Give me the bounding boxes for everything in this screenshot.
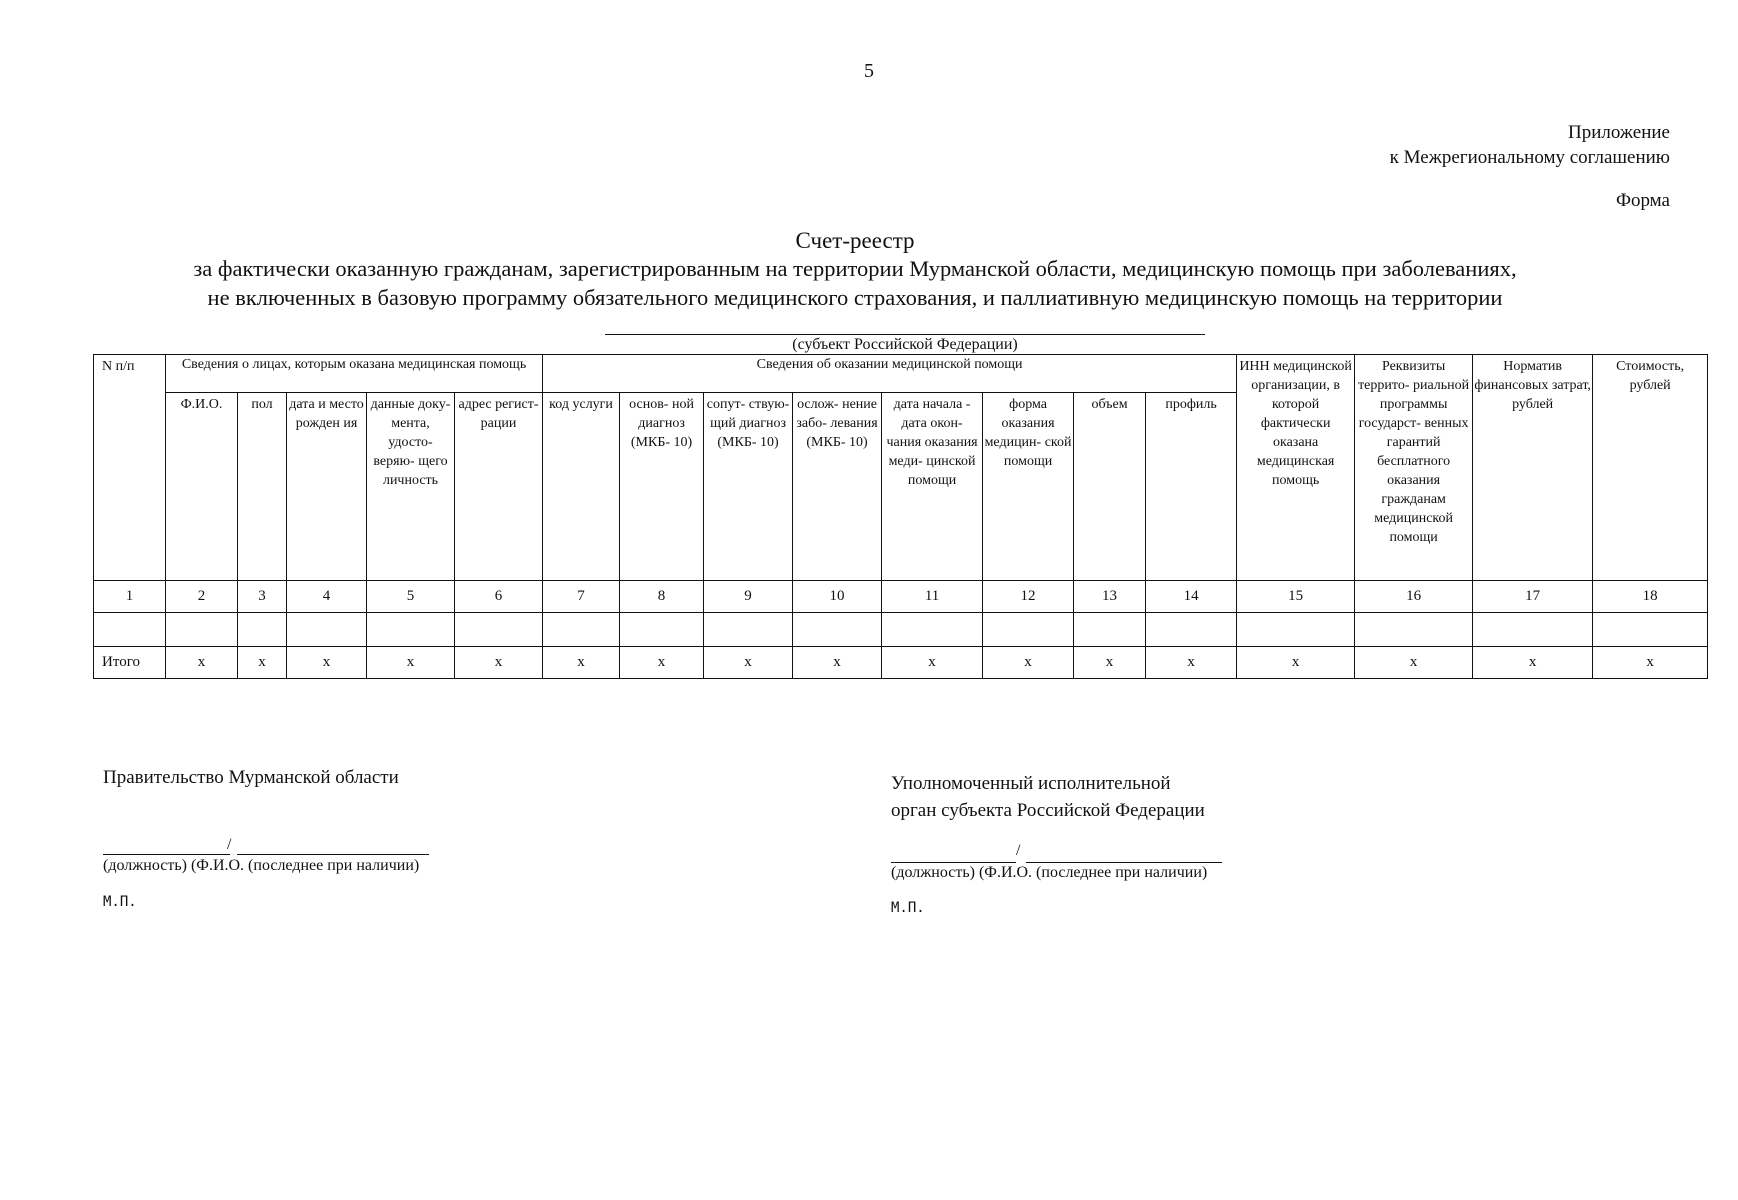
column-number: 2 bbox=[166, 581, 238, 613]
total-cell: x bbox=[455, 647, 543, 679]
total-cell: x bbox=[367, 647, 455, 679]
column-number: 7 bbox=[543, 581, 620, 613]
header-accompanying-diagnosis: сопут- ствую- щий диагноз (МКБ- 10) bbox=[704, 393, 793, 581]
appendix-line-1: Приложение bbox=[1568, 122, 1670, 143]
total-cell: x bbox=[1473, 647, 1593, 679]
column-number: 5 bbox=[367, 581, 455, 613]
empty-cell[interactable] bbox=[704, 613, 793, 647]
government-stamp-place: М.П. bbox=[103, 894, 137, 910]
column-numbers-row bbox=[94, 581, 1708, 613]
header-group-persons: Сведения о лицах, которым оказана медицинская помощь bbox=[166, 355, 543, 393]
appendix-note bbox=[1390, 120, 1670, 170]
government-name-line bbox=[237, 840, 429, 855]
header-sex: пол bbox=[238, 393, 287, 581]
empty-cell[interactable] bbox=[1473, 613, 1593, 647]
registry-table bbox=[93, 354, 1708, 679]
header-service-code: код услуги bbox=[543, 393, 620, 581]
header-main-diagnosis: основ- ной диагноз (МКБ- 10) bbox=[620, 393, 704, 581]
column-number: 10 bbox=[793, 581, 882, 613]
total-cell: x bbox=[166, 647, 238, 679]
authority-position-line bbox=[891, 848, 1016, 863]
header-group-services: Сведения об оказании медицинской помощи bbox=[543, 355, 1237, 393]
empty-cell[interactable] bbox=[1593, 613, 1708, 647]
document-subtitle-line-1: за фактически оказанную гражданам, зарегистрированным на территории Мурманской области, медицинскую помощь при заболеваниях, bbox=[193, 256, 1517, 281]
page-number: 5 bbox=[864, 60, 874, 82]
appendix-line-2: к Межрегиональному соглашению bbox=[1389, 147, 1670, 168]
header-fio: Ф.И.О. bbox=[166, 393, 238, 581]
column-number: 17 bbox=[1473, 581, 1593, 613]
header-volume: объем bbox=[1074, 393, 1146, 581]
column-number: 9 bbox=[704, 581, 793, 613]
total-cell: x bbox=[543, 647, 620, 679]
empty-cell[interactable] bbox=[983, 613, 1074, 647]
column-number: 8 bbox=[620, 581, 704, 613]
government-position-line bbox=[103, 840, 230, 855]
total-cell: x bbox=[620, 647, 704, 679]
header-program-details: Реквизиты террито- риальной программы государст- венных гарантий бесплатного оказания гражданам медицинской помощи bbox=[1355, 355, 1473, 581]
authority-line-2: орган субъекта Российской Федерации bbox=[891, 800, 1205, 821]
empty-cell[interactable] bbox=[1355, 613, 1473, 647]
header-complication: ослож- нение забо- левания (МКБ- 10) bbox=[793, 393, 882, 581]
total-cell: x bbox=[704, 647, 793, 679]
empty-cell[interactable] bbox=[1237, 613, 1355, 647]
header-inn: ИНН медицинской организации, в которой фактически оказана медицинская помощь bbox=[1237, 355, 1355, 581]
total-cell: x bbox=[287, 647, 367, 679]
authority-name-line bbox=[1026, 848, 1222, 863]
header-care-form: форма оказания медицин- ской помощи bbox=[983, 393, 1074, 581]
government-signature-slash: / bbox=[227, 836, 232, 853]
empty-cell[interactable] bbox=[882, 613, 983, 647]
empty-cell[interactable] bbox=[1146, 613, 1237, 647]
total-cell: x bbox=[793, 647, 882, 679]
empty-cell[interactable] bbox=[793, 613, 882, 647]
total-cell: x bbox=[882, 647, 983, 679]
authority-signatory bbox=[891, 770, 1205, 824]
header-birth: дата и место рожден ия bbox=[287, 393, 367, 581]
column-number: 13 bbox=[1074, 581, 1146, 613]
empty-cell[interactable] bbox=[1074, 613, 1146, 647]
total-cell: x bbox=[1237, 647, 1355, 679]
empty-cell[interactable] bbox=[543, 613, 620, 647]
authority-line-1: Уполномоченный исполнительной bbox=[891, 773, 1171, 794]
total-row bbox=[94, 647, 1708, 679]
column-number: 4 bbox=[287, 581, 367, 613]
form-label: Форма bbox=[1615, 190, 1670, 211]
empty-cell[interactable] bbox=[287, 613, 367, 647]
column-number: 16 bbox=[1355, 581, 1473, 613]
subject-fill-line bbox=[605, 334, 1205, 335]
empty-cell[interactable] bbox=[238, 613, 287, 647]
authority-stamp-place: М.П. bbox=[891, 900, 925, 916]
empty-cell[interactable] bbox=[367, 613, 455, 647]
total-cell: x bbox=[238, 647, 287, 679]
total-cell: x bbox=[1593, 647, 1708, 679]
column-number: 6 bbox=[455, 581, 543, 613]
header-dates: дата начала - дата окон- чания оказания меди- цинской помощи bbox=[882, 393, 983, 581]
total-cell: x bbox=[1355, 647, 1473, 679]
document-subtitle-line-2: не включенных в базовую программу обязательного медицинского страхования, и паллиативную медицинскую помощь на территории bbox=[207, 285, 1503, 310]
header-registration-address: адрес регист- рации bbox=[455, 393, 543, 581]
header-cost: Стоимость, рублей bbox=[1593, 355, 1708, 581]
government-signatory: Правительство Мурманской области bbox=[103, 767, 399, 788]
column-number: 18 bbox=[1593, 581, 1708, 613]
empty-cell[interactable] bbox=[166, 613, 238, 647]
document-title: Счет-реестр bbox=[795, 228, 915, 253]
column-number: 14 bbox=[1146, 581, 1237, 613]
header-profile: профиль bbox=[1146, 393, 1237, 581]
authority-signature-slash: / bbox=[1016, 842, 1021, 859]
column-number: 1 bbox=[94, 581, 166, 613]
column-number: 11 bbox=[882, 581, 983, 613]
empty-cell[interactable] bbox=[94, 613, 166, 647]
total-label: Итого bbox=[94, 647, 166, 679]
empty-cell[interactable] bbox=[455, 613, 543, 647]
authority-signature-caption: (должность) (Ф.И.О. (последнее при наличии) bbox=[891, 864, 1208, 881]
government-signature-caption: (должность) (Ф.И.О. (последнее при наличии) bbox=[103, 857, 420, 874]
header-cost-standard: Норматив финансовых затрат, рублей bbox=[1473, 355, 1593, 581]
column-number: 15 bbox=[1237, 581, 1355, 613]
column-number: 3 bbox=[238, 581, 287, 613]
header-identity-document: данные доку- мента, удосто- веряю- щего личность bbox=[367, 393, 455, 581]
total-cell: x bbox=[983, 647, 1074, 679]
total-cell: x bbox=[1074, 647, 1146, 679]
total-cell: x bbox=[1146, 647, 1237, 679]
column-number: 12 bbox=[983, 581, 1074, 613]
header-row-number: N п/п bbox=[94, 355, 166, 581]
subject-caption: (субъект Российской Федерации) bbox=[792, 336, 1018, 353]
empty-data-row bbox=[94, 613, 1708, 647]
empty-cell[interactable] bbox=[620, 613, 704, 647]
